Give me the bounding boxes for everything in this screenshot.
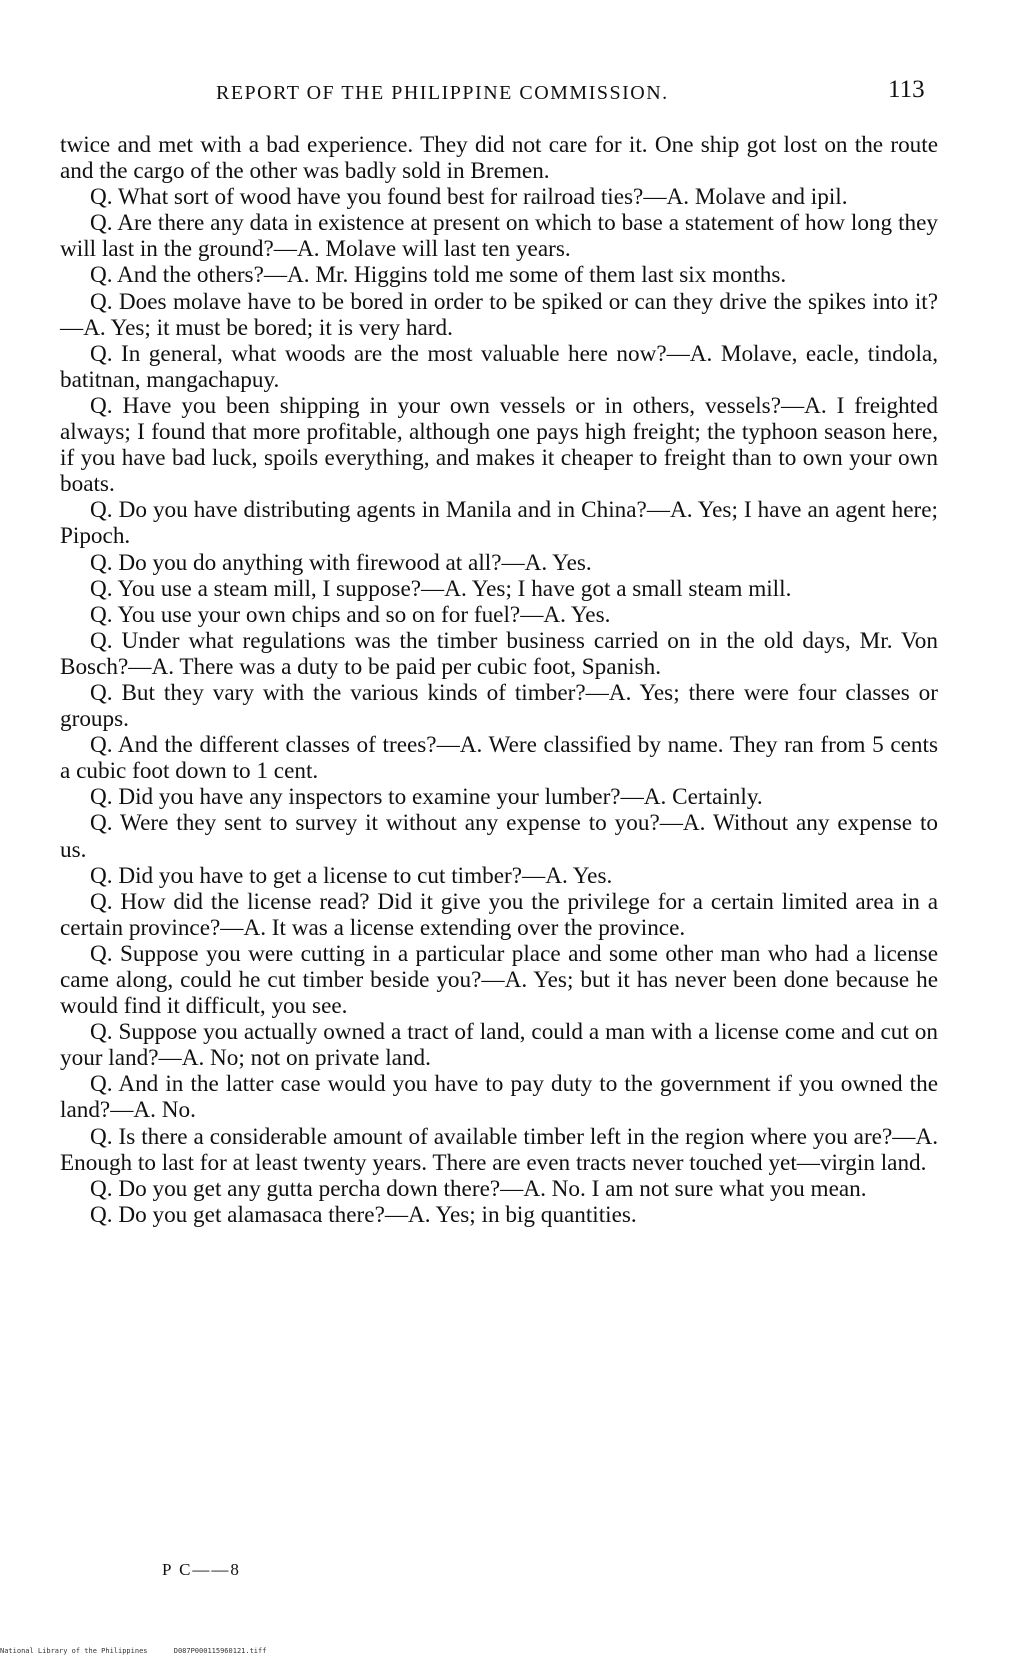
paragraph: Q. Is there a considerable amount of available timber left in the region where you are?—A. Enough to last for at least twenty years. There are even tracts never touched yet—virgin land.	[60, 1123, 938, 1176]
body-text	[60, 132, 938, 1228]
paragraph: Q. Did you have any inspectors to examine your lumber?—A. Certainly.	[90, 784, 763, 811]
page-header	[60, 76, 940, 106]
paragraph: Q. You use your own chips and so on for fuel?—A. Yes.	[90, 601, 611, 628]
paragraph: Q. Suppose you were cutting in a particular place and some other man who had a license came along, could he cut timber beside you?—A. Yes; but it has never been done because he would find it difficult, you see.	[60, 940, 938, 1020]
paragraph: Q. But they vary with the various kinds of timber?—A. Yes; there were four classes or groups.	[60, 679, 938, 733]
footer-library: National Library of the Philippines	[0, 1647, 148, 1655]
paragraph: Q. Do you get alamasaca there?—A. Yes; in big quantities.	[90, 1201, 637, 1228]
paragraph: twice and met with a bad experience. They did not care for it. One ship got lost on the route and the cargo of the other was badly sold in Bremen.	[60, 132, 938, 185]
paragraph: Q. Have you been shipping in your own vessels or in others, vessels?—A. I freighted always; I found that more profitable, although one pays high freight; the typhoon season here, if you have bad luck, spoils everything, and makes it cheaper to freight than to own your own boats.	[60, 392, 938, 498]
signature-mark: P C——8	[162, 1560, 241, 1579]
footer-filename: D087P000115960121.tiff	[173, 1647, 267, 1655]
paragraph: Q. What sort of wood have you found best for railroad ties?—A. Molave and ipil.	[90, 184, 848, 211]
paragraph: Q. Do you do anything with firewood at all?—A. Yes.	[90, 549, 592, 576]
paragraph: Q. How did the license read? Did it give you the privilege for a certain limited area in a certain province?—A. It was a license extending over the province.	[60, 888, 938, 941]
scan-footer	[0, 1647, 288, 1655]
paragraph: Q. And in the latter case would you have to pay duty to the government if you owned the land?—A. No.	[60, 1071, 938, 1124]
paragraph: Q. Are there any data in existence at present on which to base a statement of how long they will last in the ground?—A. Molave will last ten years.	[60, 210, 938, 263]
paragraph: Q. Does molave have to be bored in order to be spiked or can they drive the spikes into it?—A. Yes; it must be bored; it is very hard.	[60, 288, 938, 341]
paragraph: Q. And the others?—A. Mr. Higgins told me some of them last six months.	[90, 262, 787, 289]
paragraph: Q. And the different classes of trees?—A. Were classified by name. They ran from 5 cents a cubic foot down to 1 cent.	[60, 732, 938, 785]
page-number: 113	[888, 76, 925, 103]
paragraph: Q. Did you have to get a license to cut timber?—A. Yes.	[90, 862, 613, 889]
paragraph: Q. Were they sent to survey it without any expense to you?—A. Without any expense to us.	[60, 810, 938, 863]
paragraph: Q. Do you have distributing agents in Manila and in China?—A. Yes; I have an agent here; Pipoch.	[60, 497, 938, 550]
running-title: REPORT OF THE PHILIPPINE COMMISSION.	[216, 82, 669, 104]
paragraph: Q. Do you get any gutta percha down there?—A. No. I am not sure what you mean.	[90, 1175, 867, 1202]
paragraph: Q. Under what regulations was the timber business carried on in the old days, Mr. Von Bosch?—A. There was a duty to be paid per cubic foot, Spanish.	[60, 627, 938, 680]
paragraph: Q. You use a steam mill, I suppose?—A. Yes; I have got a small steam mill.	[90, 575, 792, 602]
paragraph: Q. In general, what woods are the most valuable here now?—A. Molave, eacle, tindola, batitnan, mangachapuy.	[60, 340, 938, 393]
paragraph: Q. Suppose you actually owned a tract of land, could a man with a license come and cut on your land?—A. No; not on private land.	[60, 1019, 938, 1072]
